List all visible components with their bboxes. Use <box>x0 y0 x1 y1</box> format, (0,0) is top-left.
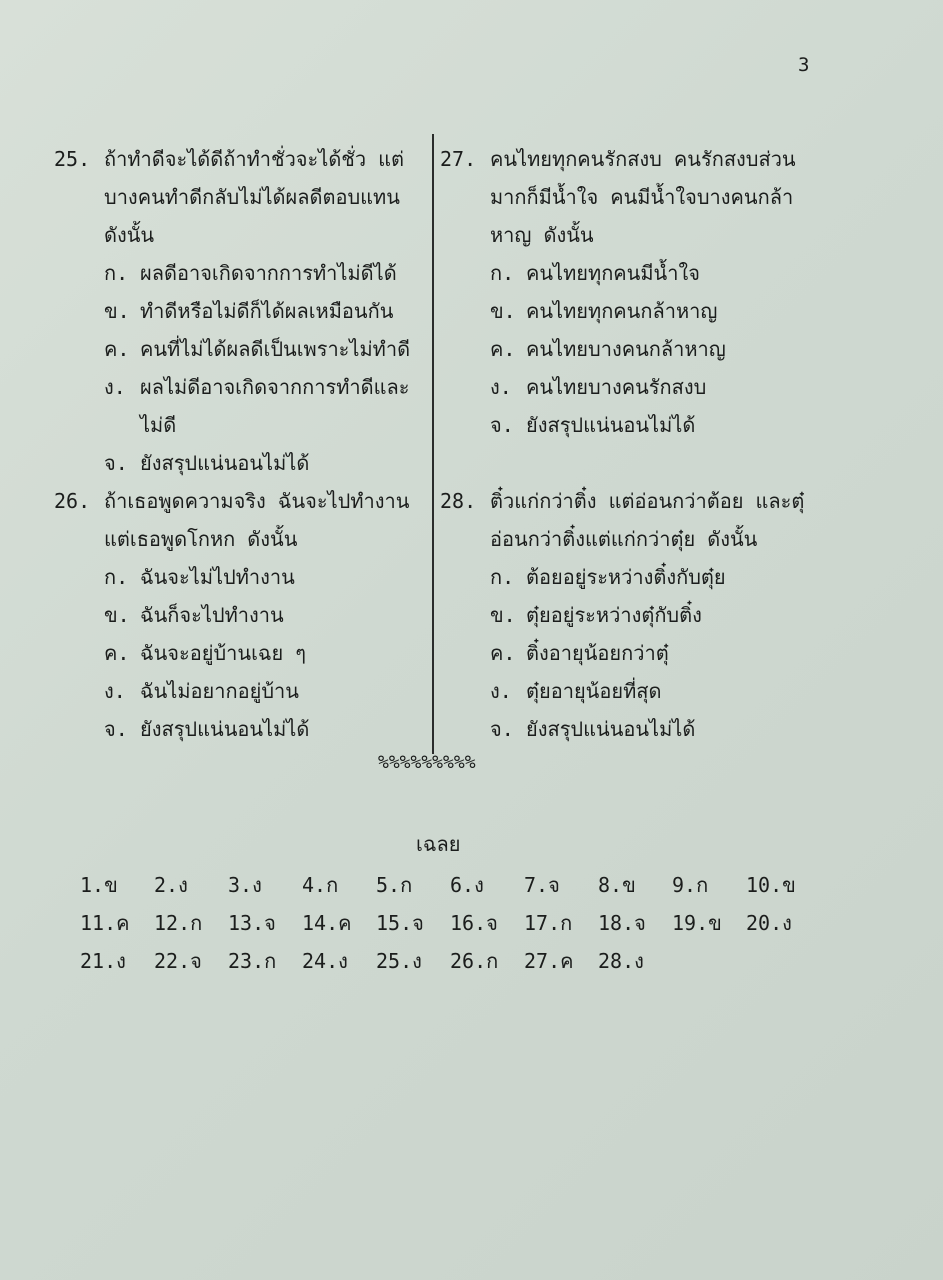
option-letter: ข. <box>104 603 130 627</box>
answer-key-title: เฉลย <box>416 832 461 856</box>
option-text: ยังสรุปแน่นอนไม่ได้ <box>140 451 310 475</box>
option <box>490 406 820 444</box>
option-text: ตุ๋ยอายุน้อยที่สุด <box>526 679 662 703</box>
question-stem: ติ๋วแก่กว่าติ๋ง แต่อ่อนกว่าต้อย และตุ๋อ่อนกว่าติ๋งแต่แก่กว่าตุ๋ย ดังนั้น <box>490 489 805 551</box>
answer-key-item: 26.ก <box>450 949 499 973</box>
option-letter: ค. <box>104 337 130 361</box>
answer-key-item: 13.จ <box>228 911 276 935</box>
option-letter: ก. <box>104 565 129 589</box>
answer-key-item: 16.จ <box>450 911 498 935</box>
answer-key-item: 3.ง <box>228 873 262 897</box>
option <box>490 368 820 406</box>
option-letter: ง. <box>490 375 512 399</box>
option <box>104 634 432 672</box>
answer-key-item: 19.ข <box>672 911 722 935</box>
option <box>104 292 432 330</box>
question-number: 28. <box>440 489 477 513</box>
answer-key-item: 17.ก <box>524 911 573 935</box>
option-text: ยังสรุปแน่นอนไม่ได้ <box>526 717 696 741</box>
question-25 <box>54 140 432 482</box>
answer-key-item: 8.ข <box>598 873 636 897</box>
answer-key-item: 23.ก <box>228 949 277 973</box>
option-letter: ข. <box>490 299 516 323</box>
right-column <box>440 140 820 748</box>
left-column <box>54 140 432 748</box>
question-28 <box>440 482 820 748</box>
section-separator: %%%%%%%%% <box>378 752 476 773</box>
option-letter: ก. <box>490 261 515 285</box>
option <box>104 710 432 748</box>
answer-key-item: 2.ง <box>154 873 188 897</box>
option-list <box>104 254 432 482</box>
answer-key-item: 9.ก <box>672 873 709 897</box>
option-letter: ง. <box>104 375 126 399</box>
option-text: ผลไม่ดีอาจเกิดจากการทำดีและไม่ดี <box>140 375 410 437</box>
answer-key-item: 7.จ <box>524 873 560 897</box>
answer-key-item: 4.ก <box>302 873 339 897</box>
option-text: ตุ๋ยอยู่ระหว่างตุ๋กับติ๋ง <box>526 603 702 627</box>
option <box>104 558 432 596</box>
option-text: ทำดีหรือไม่ดีก็ได้ผลเหมือนกัน <box>140 299 394 323</box>
option-list <box>490 558 820 748</box>
option-letter: ง. <box>490 679 512 703</box>
option-text: คนไทยบางคนรักสงบ <box>526 375 707 399</box>
answer-key-item: 24.ง <box>302 949 348 973</box>
answer-key-item: 11.ค <box>80 911 130 935</box>
option-text: ฉันก็จะไปทำงาน <box>140 603 284 627</box>
option-text: ฉันไม่อยากอยู่บ้าน <box>140 679 299 703</box>
answer-key-item: 14.ค <box>302 911 352 935</box>
answer-key-item: 12.ก <box>154 911 203 935</box>
answer-key-item: 21.ง <box>80 949 126 973</box>
option <box>104 368 432 444</box>
answer-key-item: 25.ง <box>376 949 422 973</box>
option <box>490 596 820 634</box>
option-letter: ก. <box>490 565 515 589</box>
question-number: 26. <box>54 489 91 513</box>
option-letter: ข. <box>104 299 130 323</box>
answer-key-item: 27.ค <box>524 949 574 973</box>
answer-key-item: 28.ง <box>598 949 644 973</box>
option <box>104 254 432 292</box>
answer-key-item: 5.ก <box>376 873 413 897</box>
option <box>104 596 432 634</box>
option <box>490 634 820 672</box>
option <box>490 558 820 596</box>
column-divider <box>432 134 434 754</box>
answer-key-grid <box>80 866 820 980</box>
option-text: ยังสรุปแน่นอนไม่ได้ <box>526 413 696 437</box>
answer-key-item: 20.ง <box>746 911 792 935</box>
question-26 <box>54 482 432 748</box>
option-text: ฉันจะอยู่บ้านเฉย ๆ <box>140 641 307 665</box>
option-text: คนไทยทุกคนมีน้ำใจ <box>526 261 700 285</box>
question-number: 25. <box>54 147 91 171</box>
option <box>104 672 432 710</box>
question-stem: ถ้าเธอพูดความจริง ฉันจะไปทำงาน แต่เธอพูดโกหก ดังนั้น <box>104 489 410 551</box>
option-text: ต้อยอยู่ระหว่างติ๋งกับตุ๋ย <box>526 565 726 589</box>
option <box>490 672 820 710</box>
question-stem: คนไทยทุกคนรักสงบ คนรักสงบส่วนมากก็มีน้ำใจ คนมีน้ำใจบางคนกล้าหาญ ดังนั้น <box>490 147 796 247</box>
option <box>490 330 820 368</box>
option-letter: ก. <box>104 261 129 285</box>
option <box>104 330 432 368</box>
answer-key-item: 22.จ <box>154 949 202 973</box>
option-text: คนไทยบางคนกล้าหาญ <box>526 337 726 361</box>
option-letter: จ. <box>490 717 514 741</box>
question-27 <box>440 140 820 444</box>
option <box>490 710 820 748</box>
option-letter: ค. <box>490 641 516 665</box>
option-text: ผลดีอาจเกิดจากการทำไม่ดีได้ <box>140 261 397 285</box>
option-letter: ค. <box>490 337 516 361</box>
page-number: 3 <box>798 54 810 76</box>
answer-key-item: 10.ข <box>746 873 796 897</box>
option <box>490 254 820 292</box>
answer-key-item: 18.จ <box>598 911 646 935</box>
option-letter: ค. <box>104 641 130 665</box>
question-number: 27. <box>440 147 477 171</box>
option <box>490 292 820 330</box>
option-text: ยังสรุปแน่นอนไม่ได้ <box>140 717 310 741</box>
option-letter: จ. <box>490 413 514 437</box>
answer-key-item: 6.ง <box>450 873 484 897</box>
option-text: ติ๋งอายุน้อยกว่าตุ๋ <box>526 641 669 665</box>
option-letter: จ. <box>104 717 128 741</box>
option-text: คนที่ไม่ได้ผลดีเป็นเพราะไม่ทำดี <box>140 337 411 361</box>
answer-key-item: 15.จ <box>376 911 424 935</box>
option-text: คนไทยทุกคนกล้าหาญ <box>526 299 718 323</box>
option-letter: จ. <box>104 451 128 475</box>
option-list <box>104 558 432 748</box>
question-spacer <box>440 444 820 482</box>
option-list <box>490 254 820 444</box>
option-text: ฉันจะไม่ไปทำงาน <box>140 565 295 589</box>
option-letter: ง. <box>104 679 126 703</box>
question-stem: ถ้าทำดีจะได้ดีถ้าทำชั่วจะได้ชั่ว แต่บางคนทำดีกลับไม่ได้ผลดีตอบแทน ดังนั้น <box>104 147 405 247</box>
option <box>104 444 432 482</box>
option-letter: ข. <box>490 603 516 627</box>
answer-key-item: 1.ข <box>80 873 118 897</box>
